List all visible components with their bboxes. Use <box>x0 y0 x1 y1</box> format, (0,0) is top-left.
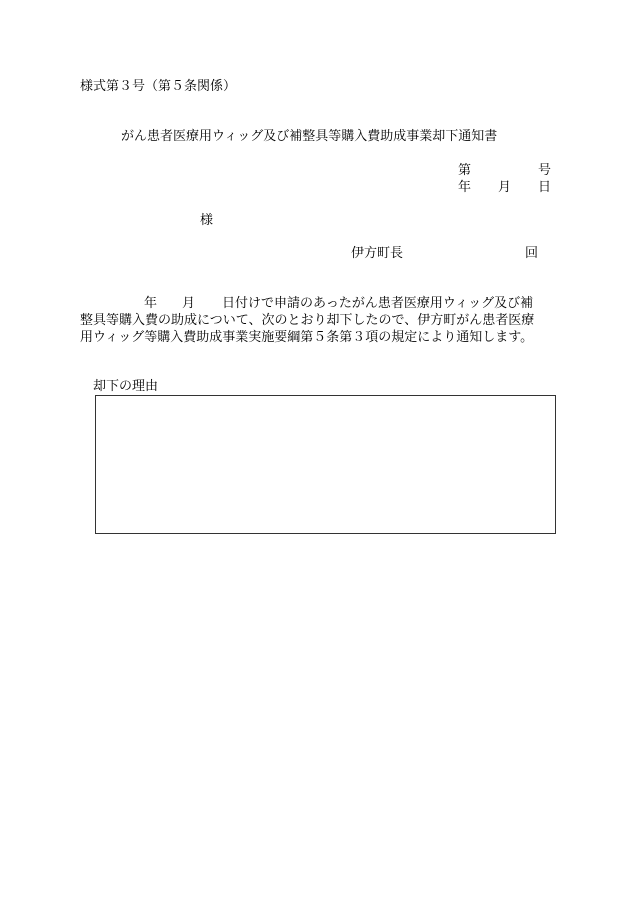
body-line-1-text: 日付けで申請のあったがん患者医療用ウィッグ及び補 <box>222 296 534 311</box>
number-suffix: 号 <box>537 163 551 178</box>
issue-date-row <box>458 180 551 196</box>
seal-mark: 回 <box>525 246 539 261</box>
form-number: 様式第３号（第５条関係） <box>80 79 237 94</box>
body-year: 年 <box>144 296 158 311</box>
document-title: がん患者医療用ウィッグ及び補整具等購入費助成事業却下通知書 <box>121 129 498 144</box>
addressee-honorific: 様 <box>200 213 214 228</box>
issuer-name: 伊方町長 <box>351 246 404 261</box>
date-month: 月 <box>497 180 511 195</box>
body-line-2: 整具等購入費の助成について、次のとおり却下したので、伊方町がん患者医療 <box>80 313 535 328</box>
document-number-row <box>458 163 551 179</box>
body-month: 月 <box>182 296 196 311</box>
body-line-3: 用ウィッグ等購入費助成事業実施要綱第５条第３項の規定により通知します。 <box>80 330 534 345</box>
date-year: 年 <box>458 180 472 195</box>
number-prefix: 第 <box>458 163 472 178</box>
date-day: 日 <box>537 180 551 195</box>
reason-label: 却下の理由 <box>93 379 159 394</box>
body-line-1 <box>80 296 533 312</box>
reason-box <box>95 395 556 534</box>
